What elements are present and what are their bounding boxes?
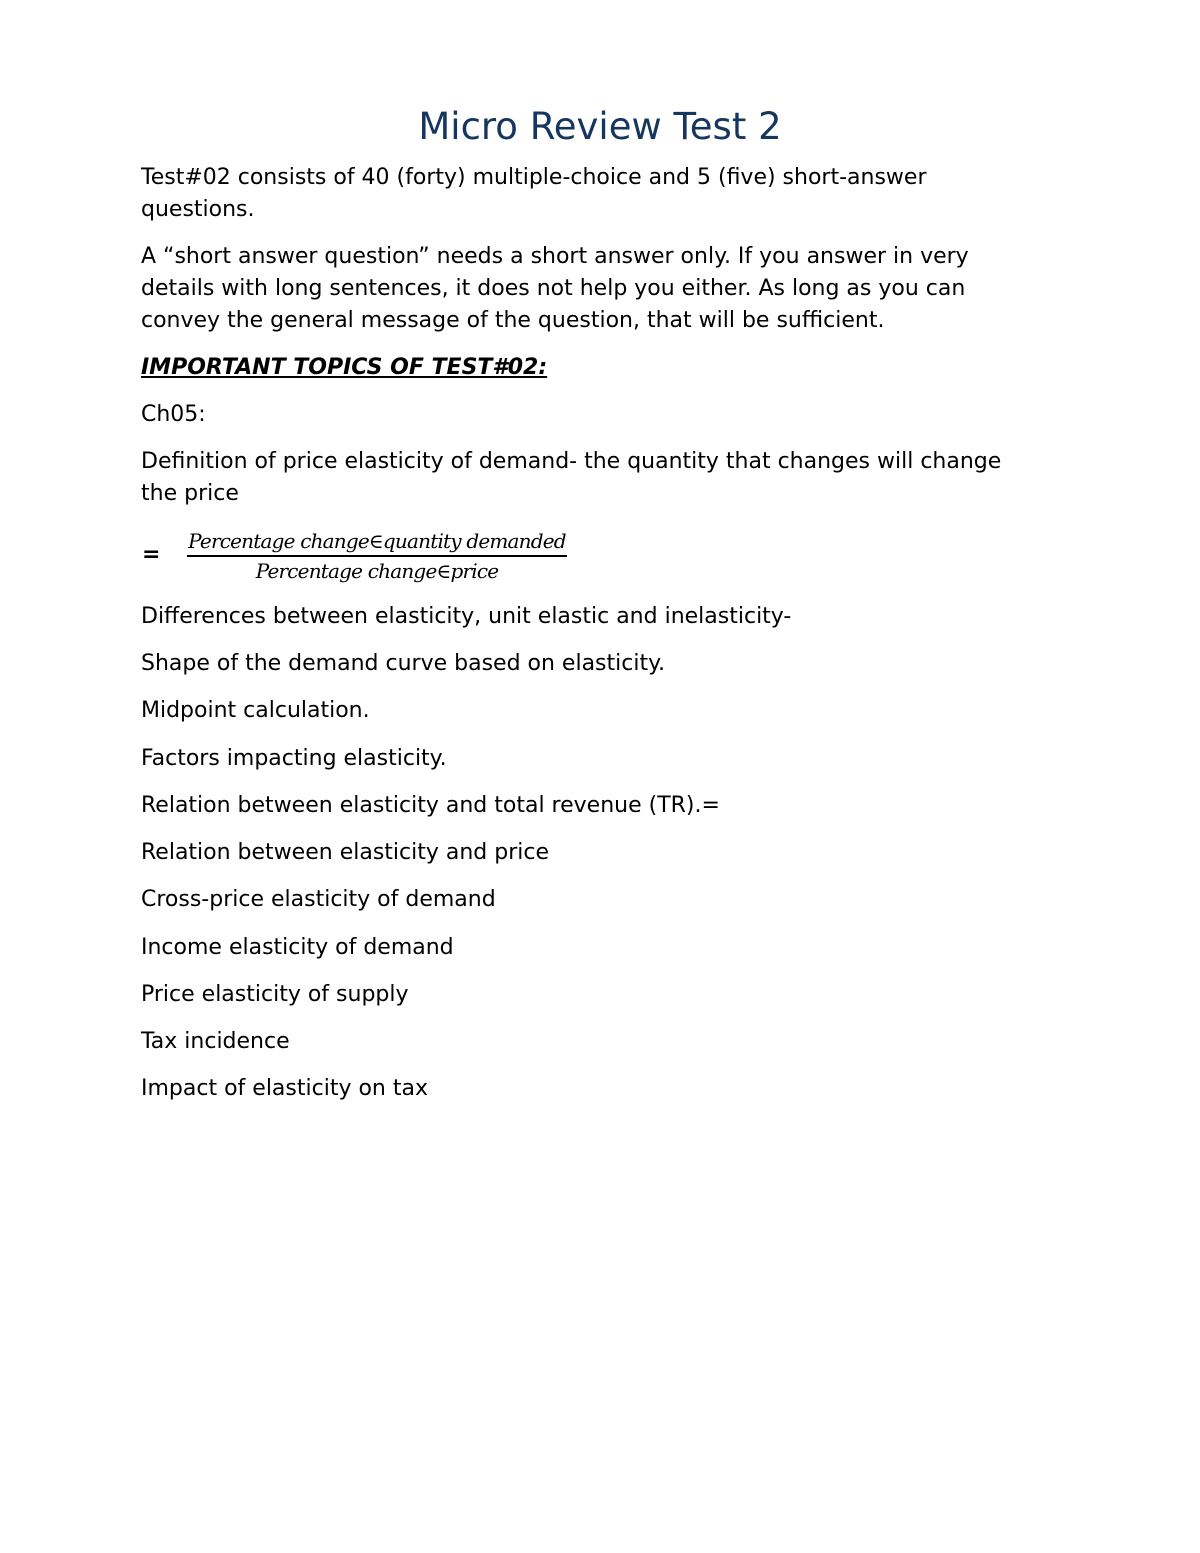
topic-item: Midpoint calculation. — [141, 698, 370, 723]
short-answer-note: A “short answer question” needs a short answer only. If you answer in very details with long sentences, it does not help you either. As long as you can convey the general message of the question, that will be sufficient. — [141, 244, 969, 333]
topic-item: Shape of the demand curve based on elasticity. — [141, 651, 665, 676]
topics-heading: IMPORTANT TOPICS OF TEST#02: — [141, 355, 548, 380]
topic-item: Differences between elasticity, unit elastic and inelasticity- — [141, 604, 792, 629]
topic-item: Factors impacting elasticity. — [141, 746, 447, 771]
topic-item: Cross-price elasticity of demand — [141, 887, 496, 912]
formula-equals-sign: = — [142, 542, 161, 567]
topic-item: Impact of elasticity on tax — [141, 1076, 428, 1101]
intro-paragraph: Test#02 consists of 40 (forty) multiple-choice and 5 (five) short-answer questions. — [141, 165, 927, 222]
topic-item: Relation between elasticity and total revenue (TR).= — [141, 793, 720, 818]
formula-fraction-bar — [187, 555, 567, 557]
topic-item: Price elasticity of supply — [141, 982, 409, 1007]
document-title: Micro Review Test 2 — [418, 105, 782, 148]
formula-numerator: Percentage change∈quantity demanded — [188, 529, 566, 553]
topic-item: Relation between elasticity and price — [141, 840, 549, 865]
elasticity-formula — [141, 528, 581, 586]
formula-denominator: Percentage change∈price — [255, 559, 499, 583]
elasticity-definition: Definition of price elasticity of demand- the quantity that changes will change the price — [141, 449, 1002, 506]
chapter-label: Ch05: — [141, 402, 206, 427]
topic-item: Tax incidence — [141, 1029, 290, 1054]
topic-item: Income elasticity of demand — [141, 935, 454, 960]
